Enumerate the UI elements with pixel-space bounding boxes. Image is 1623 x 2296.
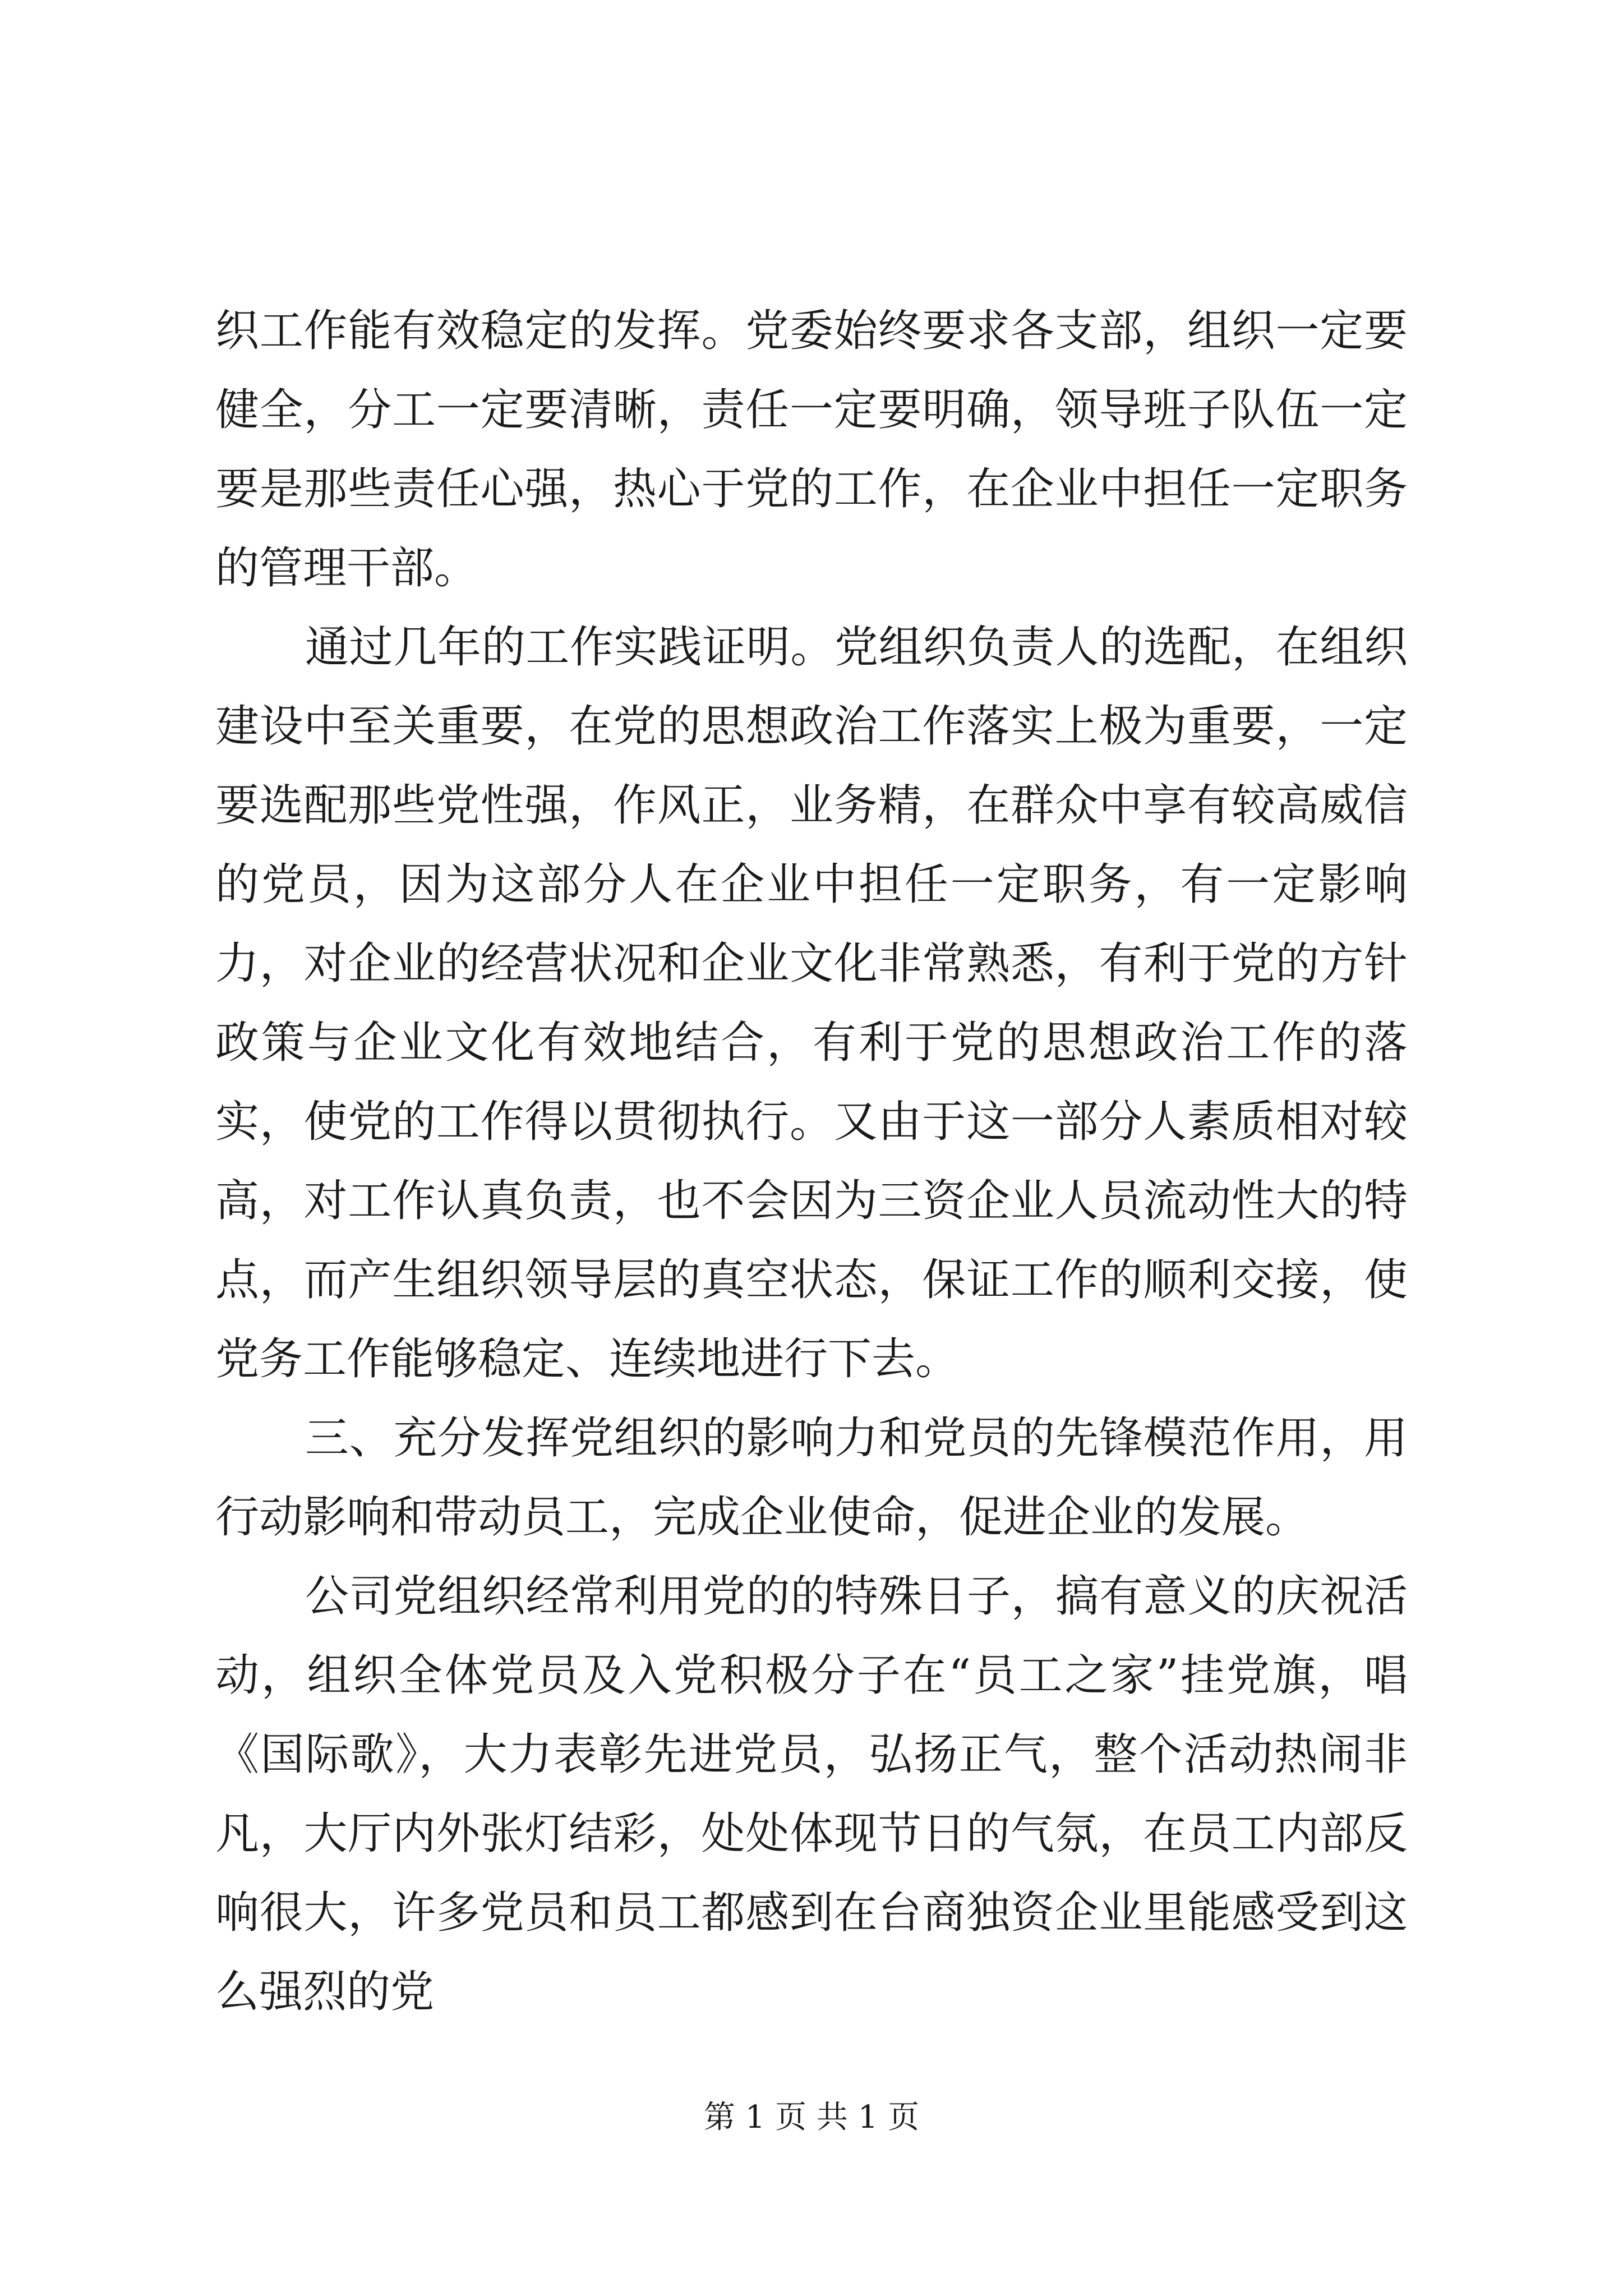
paragraph-2: 通过几年的工作实践证明。党组织负责人的选配，在组织建设中至关重要，在党的思想政治工作落实上极为重要，一定要选配那些党性强，作风正，业务精，在群众中享有较高威信的党员，因为这部分人在企业中担任一定职务，有一定影响力，对企业的经营状况和企业文化非常熟悉，有利于党的方针政策与企业文化有效地结合，有利于党的思想政治工作的落实，使党的工作得以贯彻执行。又由于这一部分人素质相对较高，对工作认真负责，也不会因为三资企业人员流动性大的特点，而产生组织领导层的真空状态，保证工作的顺利交接，使党务工作能够稳定、连续地进行下去。 [215, 622, 1408, 1384]
page-footer: 第 1 页 共 1 页 [703, 2099, 920, 2136]
paragraph-3: 三、充分发挥党组织的影响力和党员的先锋模范作用，用行动影响和带动员工，完成企业使命，促进企业的发展。 [215, 1413, 1408, 1543]
paragraph-4: 公司党组织经常利用党的的特殊日子，搞有意义的庆祝活动，组织全体党员及入党积极分子在“员工之家”挂党旗，唱《国际歌》，大力表彰先进党员，弘扬正气，整个活动热闹非凡，大厅内外张灯结彩，处处体现节日的气氛，在员工内部反响很大，许多党员和员工都感到在台商独资企业里能感受到这么强烈的党 [215, 1571, 1408, 2017]
paragraph-1: 织工作能有效稳定的发挥。党委始终要求各支部，组织一定要健全，分工一定要清晰，责任一定要明确，领导班子队伍一定要是那些责任心强，热心于党的工作，在企业中担任一定职务的管理干部。 [215, 306, 1408, 593]
document-body [215, 292, 1408, 2032]
